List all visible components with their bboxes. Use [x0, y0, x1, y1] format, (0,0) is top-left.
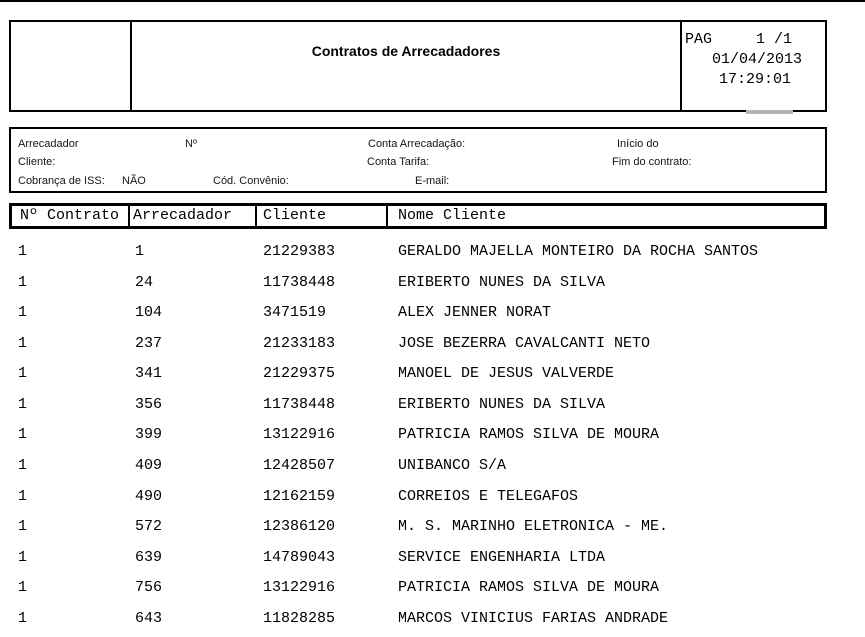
report-header-box	[9, 20, 827, 112]
column-header-arrecadador: Arrecadador	[133, 207, 233, 224]
report-time: 17:29:01	[719, 71, 792, 88]
cell-nome-cliente: ERIBERTO NUNES DA SILVA	[398, 396, 606, 413]
cell-nome-cliente: SERVICE ENGENHARIA LTDA	[398, 549, 606, 566]
cell-num-contrato: 1	[18, 396, 28, 413]
table-row	[0, 489, 865, 507]
report-date: 01/04/2013	[712, 51, 803, 68]
table-row	[0, 305, 865, 323]
cell-arrecadador: 24	[135, 274, 154, 291]
cobranca-iss-value: NÃO	[122, 175, 146, 187]
shadow-artifact	[746, 110, 793, 114]
table-row	[0, 611, 865, 629]
email-label: E-mail:	[415, 175, 450, 187]
cell-num-contrato: 1	[18, 518, 28, 535]
cell-num-contrato: 1	[18, 549, 28, 566]
cell-arrecadador: 399	[135, 426, 163, 443]
cell-cliente: 11738448	[263, 396, 336, 413]
cell-num-contrato: 1	[18, 365, 28, 382]
column-header-cliente: Cliente	[263, 207, 327, 224]
table-row	[0, 580, 865, 598]
top-rule	[0, 0, 865, 2]
table-row	[0, 275, 865, 293]
page-label: PAG	[685, 31, 713, 48]
cell-num-contrato: 1	[18, 243, 28, 260]
cell-nome-cliente: ALEX JENNER NORAT	[398, 304, 552, 321]
conta-tarifa-label: Conta Tarifa:	[367, 156, 430, 168]
cell-nome-cliente: PATRICIA RAMOS SILVA DE MOURA	[398, 426, 660, 443]
cell-arrecadador: 490	[135, 488, 163, 505]
table-header-row	[9, 203, 827, 229]
table-row	[0, 244, 865, 262]
cell-nome-cliente: ERIBERTO NUNES DA SILVA	[398, 274, 606, 291]
column-header-nome-cliente: Nome Cliente	[398, 207, 507, 224]
cell-num-contrato: 1	[18, 304, 28, 321]
cell-cliente: 21229375	[263, 365, 336, 382]
table-row	[0, 397, 865, 415]
numero-label: Nº	[185, 138, 197, 150]
cobranca-iss-label: Cobrança de ISS:	[18, 175, 105, 187]
column-divider	[128, 206, 130, 226]
cell-nome-cliente: MANOEL DE JESUS VALVERDE	[398, 365, 615, 382]
cell-num-contrato: 1	[18, 274, 28, 291]
table-row	[0, 427, 865, 445]
cell-arrecadador: 1	[135, 243, 145, 260]
cell-cliente: 12428507	[263, 457, 336, 474]
cell-arrecadador: 409	[135, 457, 163, 474]
fim-contrato-label: Fim do contrato:	[612, 156, 692, 168]
cell-arrecadador: 341	[135, 365, 163, 382]
cell-arrecadador: 104	[135, 304, 163, 321]
table-row	[0, 366, 865, 384]
cell-nome-cliente: GERALDO MAJELLA MONTEIRO DA ROCHA SANTOS	[398, 243, 759, 260]
cell-arrecadador: 572	[135, 518, 163, 535]
table-row	[0, 550, 865, 568]
cell-num-contrato: 1	[18, 610, 28, 627]
cell-arrecadador: 356	[135, 396, 163, 413]
filter-panel	[9, 127, 827, 193]
cliente-label: Cliente:	[18, 156, 56, 168]
cell-nome-cliente: JOSE BEZERRA CAVALCANTI NETO	[398, 335, 651, 352]
column-divider	[255, 206, 257, 226]
cell-cliente: 14789043	[263, 549, 336, 566]
cell-nome-cliente: M. S. MARINHO ELETRONICA - ME.	[398, 518, 669, 535]
header-cell-divider	[130, 22, 132, 110]
table-row	[0, 519, 865, 537]
arrecadador-label: Arrecadador	[18, 138, 79, 150]
table-row	[0, 336, 865, 354]
cell-cliente: 21229383	[263, 243, 336, 260]
page-number: 1 /1	[756, 31, 793, 48]
table-row	[0, 458, 865, 476]
conta-arrecadacao-label: Conta Arrecadação:	[368, 138, 466, 150]
cell-cliente: 21233183	[263, 335, 336, 352]
cell-nome-cliente: CORREIOS E TELEGAFOS	[398, 488, 579, 505]
cell-cliente: 13122916	[263, 579, 336, 596]
inicio-contrato-label: Início do	[617, 138, 659, 150]
cell-cliente: 3471519	[263, 304, 327, 321]
cell-num-contrato: 1	[18, 426, 28, 443]
header-cell-divider	[680, 22, 682, 110]
cell-arrecadador: 756	[135, 579, 163, 596]
logo-cell	[11, 22, 130, 110]
cell-num-contrato: 1	[18, 488, 28, 505]
cell-arrecadador: 639	[135, 549, 163, 566]
cell-num-contrato: 1	[18, 335, 28, 352]
cell-cliente: 13122916	[263, 426, 336, 443]
cell-num-contrato: 1	[18, 579, 28, 596]
report-title: Contratos de Arrecadadores	[311, 43, 501, 59]
cell-arrecadador: 237	[135, 335, 163, 352]
cell-nome-cliente: MARCOS VINICIUS FARIAS ANDRADE	[398, 610, 669, 627]
cod-convenio-label: Cód. Convênio:	[213, 175, 289, 187]
cell-nome-cliente: UNIBANCO S/A	[398, 457, 507, 474]
column-header-num-contrato: Nº Contrato	[20, 207, 120, 224]
cell-cliente: 12386120	[263, 518, 336, 535]
cell-nome-cliente: PATRICIA RAMOS SILVA DE MOURA	[398, 579, 660, 596]
cell-cliente: 11738448	[263, 274, 336, 291]
cell-num-contrato: 1	[18, 457, 28, 474]
cell-arrecadador: 643	[135, 610, 163, 627]
column-divider	[386, 206, 388, 226]
cell-cliente: 12162159	[263, 488, 336, 505]
cell-cliente: 11828285	[263, 610, 336, 627]
